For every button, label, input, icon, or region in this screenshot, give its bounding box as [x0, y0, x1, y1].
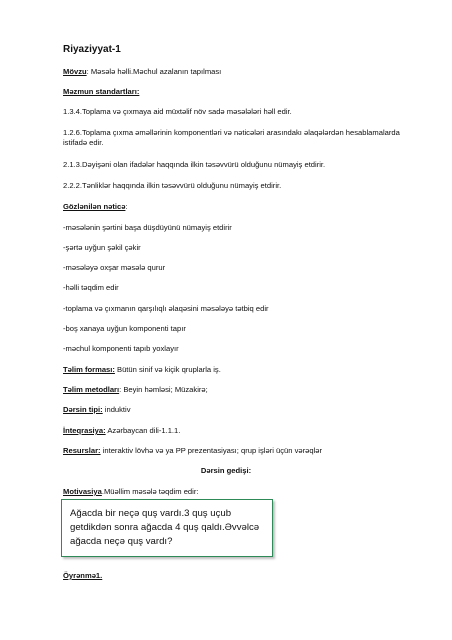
standard-item: 2.1.3.Dəyişəni olan ifadələr haqqında ilkin təsəvvürü olduğunu nümayiş etdirir.	[63, 160, 326, 169]
outcomes-heading: Gözlənilən nəticə	[63, 202, 126, 211]
meta-label: Resurslar:	[63, 446, 101, 455]
meta-line	[63, 405, 131, 415]
outcome-item: -məchul komponenti tapıb yoxlayır	[63, 344, 179, 353]
meta-line	[63, 385, 208, 395]
meta-text: Azərbaycan dili-1.1.1.	[105, 426, 181, 435]
meta-text: interaktiv lövhə və ya PP prezentasiyası; qrup işləri üçün vərəqlər	[100, 446, 323, 455]
motivation-text: .Müəllim məsələ təqdim edir:	[101, 487, 199, 496]
meta-line	[63, 365, 221, 375]
motivation-line	[63, 487, 199, 497]
problem-box: Ağacda bir neçə quş vardı.3 quş uçub getdikdən sonra ağacda 4 quş qaldı.Əvvəlcə ağacda neçə quş vardı?	[61, 499, 273, 557]
standard-item: 1.2.6.Toplama çıxma əməllərinin komponentləri və nəticələri arasındakı əlaqələrdən hesablamalarda istifadə edir.	[63, 128, 400, 147]
topic-line	[63, 67, 221, 77]
topic-text: : Məsələ həlli.Məchul azalanın tapılması	[86, 67, 222, 76]
standard-item: 1.3.4.Toplama və çıxmaya aid müxtəlif növ sadə məsələləri həll edir.	[63, 107, 292, 116]
meta-label: Təlim metodları	[63, 385, 120, 394]
outcome-item: -məsələnin şərtini başa düşdüyünü nümayiş etdirir	[63, 223, 232, 232]
outcome-item: -məsələyə oxşar məsələ qurur	[63, 263, 166, 272]
meta-line	[63, 426, 180, 436]
topic-label: Mövzu	[63, 67, 87, 76]
lesson-course-heading: Dərsin gedişi:	[200, 466, 252, 475]
standard-item: 2.2.2.Tənliklər haqqında ilkin təsəvvürü olduğunu nümayiş etdirir.	[63, 181, 282, 190]
meta-label: Dərsin tipi:	[63, 405, 103, 414]
meta-text: Bütün sinif və kiçik qruplarla iş.	[114, 365, 221, 374]
learning-heading: Öyrənmə1.	[63, 571, 103, 580]
meta-text: : Beyin həmləsi; Müzakirə;	[119, 385, 208, 394]
meta-text: induktiv	[102, 405, 131, 414]
outcome-item: -şərtə uyğun şəkil çəkir	[63, 243, 141, 252]
standards-heading: Məzmun standartları:	[63, 87, 140, 96]
document-title: Riyaziyyat-1	[63, 44, 121, 55]
meta-line	[63, 446, 322, 456]
outcome-item: -həlli təqdim edir	[63, 283, 119, 292]
meta-label: Təlim forması:	[63, 365, 115, 374]
outcomes-heading-line	[63, 202, 128, 212]
outcome-item: -boş xanaya uyğun komponenti tapır	[63, 324, 186, 333]
outcomes-colon: :	[125, 202, 128, 211]
outcome-item: -toplama və çıxmanın qarşılıqlı əlaqəsini məsələyə tətbiq edir	[63, 304, 269, 313]
motivation-label: Motivasiya	[63, 487, 102, 496]
meta-label: İnteqrasiya:	[63, 426, 106, 435]
